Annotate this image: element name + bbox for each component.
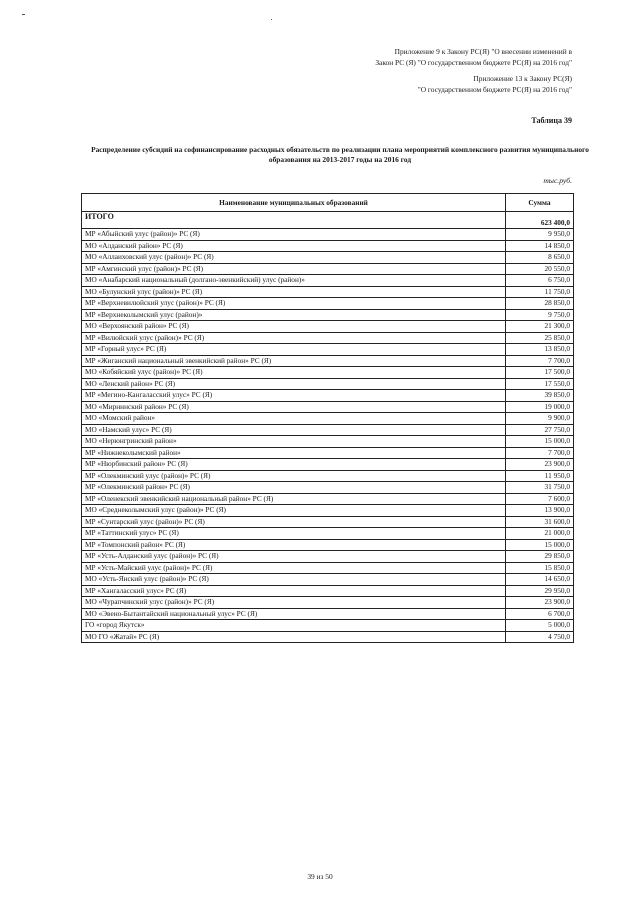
table-row [82, 516, 574, 528]
scan-speck [22, 14, 25, 15]
table-row [82, 528, 574, 540]
subsidy-sum: 17 550,0 [506, 378, 574, 390]
municipality-name: МР «Сунтарский улус (район)» РС (Я) [82, 516, 506, 528]
total-row [82, 212, 574, 229]
municipality-name: МР «Таттинский улус» РС (Я) [82, 528, 506, 540]
column-header-sum: Сумма [506, 194, 574, 212]
municipality-name: МО «Нерюнгринский район» [82, 436, 506, 448]
subsidy-sum: 27 750,0 [506, 424, 574, 436]
table-row [82, 413, 574, 425]
municipality-name: МО «Усть-Янский улус (район)» РС (Я) [82, 574, 506, 586]
municipality-name: МР «Верхневилюйский улус (район)» РС (Я) [82, 298, 506, 310]
municipality-name: МР «Нюрбинский район» РС (Я) [82, 459, 506, 471]
municipality-name: ГО «город Якутск» [82, 620, 506, 632]
municipality-name: МО «Эвено-Бытантайский национальный улус» РС (Я) [82, 608, 506, 620]
subsidy-sum: 20 550,0 [506, 263, 574, 275]
table-row [82, 355, 574, 367]
municipality-name: МР «Олекминский улус (район)» РС (Я) [82, 470, 506, 482]
table-row [82, 539, 574, 551]
subsidy-sum: 21 000,0 [506, 528, 574, 540]
municipality-name: МО «Намский улус» РС (Я) [82, 424, 506, 436]
municipality-name: МР «Горный улус» РС (Я) [82, 344, 506, 356]
subsidy-sum: 6 700,0 [506, 608, 574, 620]
subsidy-sum: 11 750,0 [506, 286, 574, 298]
municipality-name: МР «Мегино-Кангаласский улус» РС (Я) [82, 390, 506, 402]
municipality-name: МР «Верхнеколымский улус (район)» [82, 309, 506, 321]
subsidy-sum: 23 900,0 [506, 597, 574, 609]
table-row [82, 620, 574, 632]
document-title: Распределение субсидий на софинансирование расходных обязательств по реализации плана мероприятий комплексного развития муниципального образования на 2013-2017 годы на 2016 год [91, 145, 589, 164]
subsidy-sum: 39 850,0 [506, 390, 574, 402]
table-row [82, 252, 574, 264]
page-number: 39 из 50 [307, 872, 333, 881]
subsidy-distribution-table [81, 193, 574, 643]
subsidy-sum: 13 900,0 [506, 505, 574, 517]
table-row [82, 401, 574, 413]
subsidy-sum: 9 900,0 [506, 413, 574, 425]
subsidy-sum: 4 750,0 [506, 631, 574, 643]
table-row [82, 344, 574, 356]
subsidy-sum: 11 950,0 [506, 470, 574, 482]
municipality-name: МР «Усть-Алданский улус (район)» РС (Я) [82, 551, 506, 563]
municipality-name: МР «Хангаласский улус» РС (Я) [82, 585, 506, 597]
subsidy-sum: 15 000,0 [506, 539, 574, 551]
municipality-name: МР «Абыйский улус (район)» РС (Я) [82, 229, 506, 241]
subsidy-sum: 13 850,0 [506, 344, 574, 356]
municipality-name: МО «Мирнинский район» РС (Я) [82, 401, 506, 413]
table-row [82, 574, 574, 586]
municipality-name: МО «Булунский улус (район)» РС (Я) [82, 286, 506, 298]
table-row [82, 240, 574, 252]
municipality-name: МР «Амгинский улус (район)» РС (Я) [82, 263, 506, 275]
municipality-name: МР «Олекминский район» РС (Я) [82, 482, 506, 494]
subsidy-sum: 29 850,0 [506, 551, 574, 563]
total-sum: 623 400,0 [506, 212, 574, 229]
municipality-name: МО «Момский район» [82, 413, 506, 425]
table-row [82, 493, 574, 505]
table-row [82, 447, 574, 459]
municipality-name: МО «Анабарский национальный (долгано-эвенкийский) улус (район)» [82, 275, 506, 287]
table-row [82, 459, 574, 471]
table-row [82, 597, 574, 609]
municipality-name: МО «Алданский район» РС (Я) [82, 240, 506, 252]
table-row [82, 424, 574, 436]
subsidy-sum: 23 900,0 [506, 459, 574, 471]
subsidy-sum: 9 750,0 [506, 309, 574, 321]
subsidy-sum: 25 850,0 [506, 332, 574, 344]
total-label: ИТОГО [82, 212, 506, 229]
table-row [82, 562, 574, 574]
table-row [82, 298, 574, 310]
subsidy-sum: 31 600,0 [506, 516, 574, 528]
table-row [82, 482, 574, 494]
subsidy-sum: 9 950,0 [506, 229, 574, 241]
table-row [82, 390, 574, 402]
table-header-row [82, 194, 574, 212]
table-row [82, 229, 574, 241]
municipality-name: МР «Нижнеколымский район» [82, 447, 506, 459]
municipality-name: МР «Усть-Майский улус (район)» РС (Я) [82, 562, 506, 574]
subsidy-sum: 5 000,0 [506, 620, 574, 632]
subsidy-sum: 7 600,0 [506, 493, 574, 505]
subsidy-sum: 7 700,0 [506, 447, 574, 459]
subsidy-sum: 7 700,0 [506, 355, 574, 367]
municipality-name: МО ГО «Жатай» РС (Я) [82, 631, 506, 643]
municipality-name: МР «Жиганский национальный эвенкийский район» РС (Я) [82, 355, 506, 367]
subsidy-sum: 14 650,0 [506, 574, 574, 586]
appendix-note-amendment: Приложение 9 к Закону РС(Я) "О внесении изменений в Закон РС (Я) "О государственном бюджете РС(Я) на 2016 год" [375, 47, 572, 67]
table-row [82, 631, 574, 643]
table-row [82, 470, 574, 482]
table-row [82, 378, 574, 390]
subsidy-sum: 17 500,0 [506, 367, 574, 379]
table-row [82, 551, 574, 563]
table-row [82, 309, 574, 321]
table-row [82, 585, 574, 597]
municipality-name: МО «Верхоянский район» РС (Я) [82, 321, 506, 333]
municipality-name: МО «Среднеколымский улус (район)» РС (Я) [82, 505, 506, 517]
table-row [82, 505, 574, 517]
subsidy-sum: 19 000,0 [506, 401, 574, 413]
subsidy-sum: 31 750,0 [506, 482, 574, 494]
table-row [82, 367, 574, 379]
subsidy-sum: 29 950,0 [506, 585, 574, 597]
subsidy-sum: 8 650,0 [506, 252, 574, 264]
table-row [82, 608, 574, 620]
appendix-note-budget-law: Приложение 13 к Закону РС(Я) "О государственном бюджете РС(Я) на 2016 год" [417, 74, 572, 94]
scan-speck [271, 19, 272, 20]
subsidy-sum: 28 850,0 [506, 298, 574, 310]
municipality-name: МР «Оленекский эвенкийский национальный район» РС (Я) [82, 493, 506, 505]
subsidy-sum: 21 300,0 [506, 321, 574, 333]
table-row [82, 436, 574, 448]
subsidy-sum: 14 850,0 [506, 240, 574, 252]
municipality-name: МО «Ленский район» РС (Я) [82, 378, 506, 390]
municipality-name: МО «Аллаиховский улус (район)» РС (Я) [82, 252, 506, 264]
table-row [82, 275, 574, 287]
municipality-name: МО «Кобяйский улус (район)» РС (Я) [82, 367, 506, 379]
table-number-label: Таблица 39 [531, 116, 572, 125]
subsidy-sum: 6 750,0 [506, 275, 574, 287]
table-row [82, 263, 574, 275]
table-row [82, 332, 574, 344]
unit-label: тыс.руб. [543, 176, 572, 185]
subsidy-sum: 15 000,0 [506, 436, 574, 448]
municipality-name: МР «Томпонский район» РС (Я) [82, 539, 506, 551]
municipality-name: МО «Чурапчинский улус (район)» РС (Я) [82, 597, 506, 609]
subsidy-sum: 15 850,0 [506, 562, 574, 574]
table-row [82, 286, 574, 298]
column-header-name: Наименование муниципальных образований [82, 194, 506, 212]
municipality-name: МР «Вилюйский улус (район)» РС (Я) [82, 332, 506, 344]
table-row [82, 321, 574, 333]
